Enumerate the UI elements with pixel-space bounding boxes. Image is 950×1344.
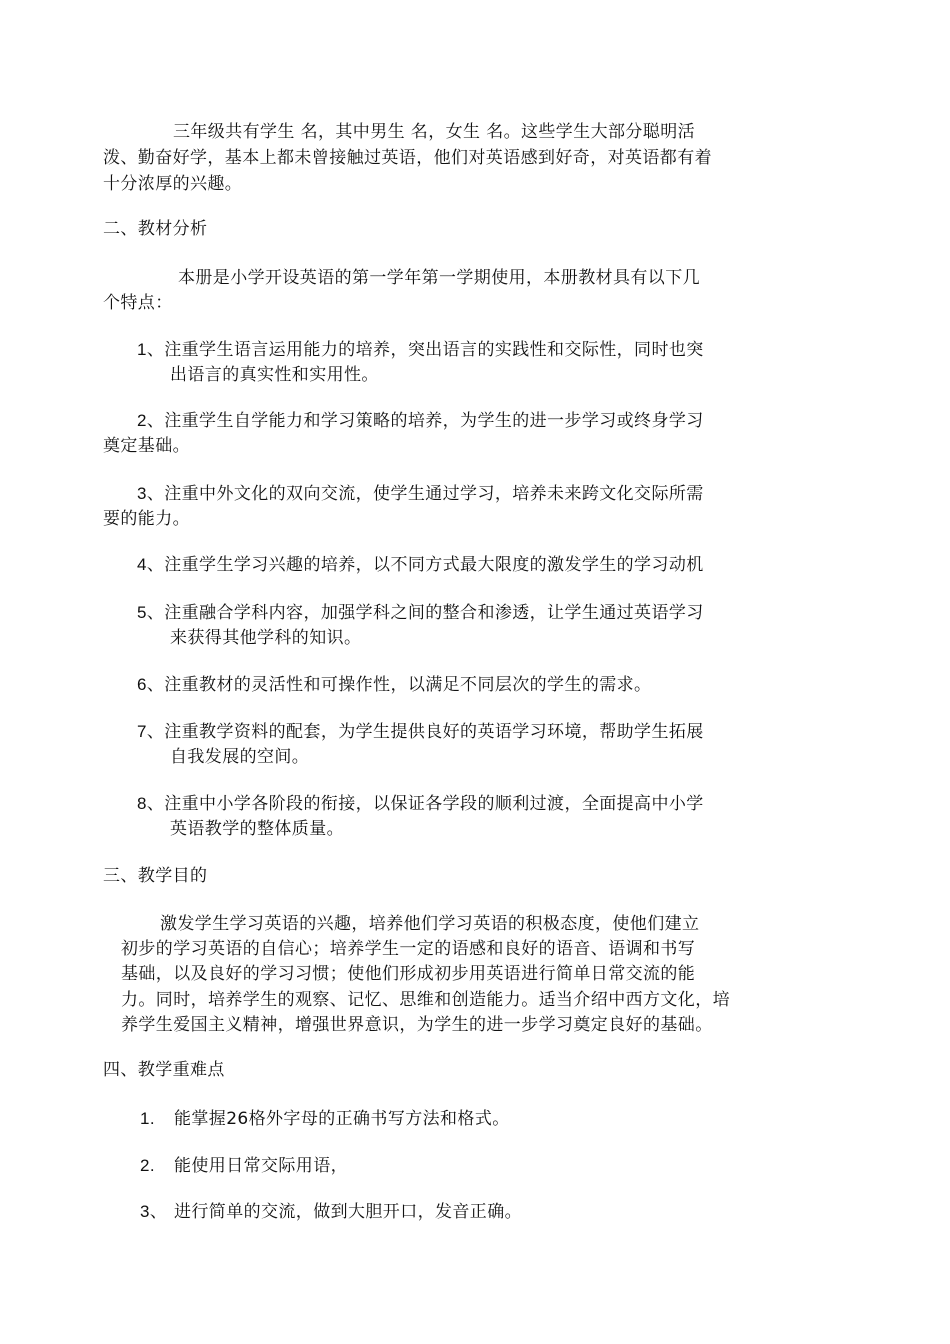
feature-number: 7 — [137, 722, 147, 741]
section-heading-key-points: 四、教学重难点 — [103, 1060, 225, 1080]
feature-item-5-cont: 来获得其他学科的知识。 — [170, 628, 362, 648]
feature-item-3 — [137, 482, 704, 506]
feature-number: 3 — [137, 484, 147, 503]
key-point-item-1 — [140, 1107, 510, 1131]
key-point-text: 进行简单的交流，做到大胆开口，发音正确。 — [174, 1202, 522, 1222]
key-point-number: 2. — [140, 1156, 155, 1175]
feature-text: 、注重学生学习兴趣的培养，以不同方式最大限度的激发学生的学习动机 — [146, 555, 704, 575]
feature-item-6 — [137, 673, 651, 697]
feature-item-8-cont: 英语教学的整体质量。 — [170, 819, 344, 839]
feature-item-1 — [137, 338, 704, 362]
intro-line-2: 泼、勤奋好学，基本上都未曾接触过英语，他们对英语感到好奇，对英语都有着 — [103, 148, 712, 168]
feature-text: 、注重教学资料的配套，为学生提供良好的英语学习环境，帮助学生拓展 — [146, 722, 704, 742]
intro-line-1: 三年级共有学生 名，其中男生 名，女生 名。这些学生大部分聪明活 — [173, 122, 696, 142]
feature-number: 6 — [137, 675, 147, 694]
feature-text: 、注重中小学各阶段的衔接，以保证各学段的顺利过渡，全面提高中小学 — [146, 794, 704, 814]
goals-line-4: 力。同时，培养学生的观察、记忆、思维和创造能力。适当介绍中西方文化，培 — [121, 990, 730, 1010]
key-point-item-3 — [140, 1200, 522, 1224]
feature-item-1-cont: 出语言的真实性和实用性。 — [170, 365, 379, 385]
feature-item-4 — [137, 553, 704, 577]
section-heading-teaching-goals: 三、教学目的 — [103, 866, 208, 886]
key-point-number: 1. — [140, 1109, 155, 1128]
feature-text: 、注重学生自学能力和学习策略的培养，为学生的进一步学习或终身学习 — [146, 411, 704, 431]
textbook-intro-line-1: 本册是小学开设英语的第一学年第一学期使用，本册教材具有以下几 — [178, 268, 700, 288]
key-point-text: 能使用日常交际用语， — [174, 1156, 348, 1176]
feature-number: 5 — [137, 603, 147, 622]
feature-text: 、注重学生语言运用能力的培养，突出语言的实践性和交际性，同时也突 — [146, 340, 704, 360]
intro-line-3: 十分浓厚的兴趣。 — [103, 174, 243, 194]
feature-number: 2 — [137, 411, 147, 430]
feature-item-2-cont: 奠定基础。 — [103, 436, 190, 456]
feature-number: 1 — [137, 340, 147, 359]
key-point-text: 能掌握26格外字母的正确书写方法和格式。 — [174, 1109, 510, 1129]
feature-item-5 — [137, 601, 704, 625]
feature-item-8 — [137, 792, 704, 816]
section-heading-textbook-analysis: 二、教材分析 — [103, 219, 208, 239]
feature-number: 4 — [137, 555, 147, 574]
key-point-item-2 — [140, 1154, 348, 1178]
goals-line-1: 激发学生学习英语的兴趣，培养他们学习英语的积极态度，使他们建立 — [160, 914, 700, 934]
goals-line-2: 初步的学习英语的自信心；培养学生一定的语感和良好的语音、语调和书写 — [121, 939, 696, 959]
feature-number: 8 — [137, 794, 147, 813]
feature-text: 、注重教材的灵活性和可操作性，以满足不同层次的学生的需求。 — [146, 675, 652, 695]
feature-item-7-cont: 自我发展的空间。 — [170, 747, 310, 767]
goals-line-5: 养学生爱国主义精神，增强世界意识，为学生的进一步学习奠定良好的基础。 — [121, 1015, 713, 1035]
feature-item-3-cont: 要的能力。 — [103, 509, 190, 529]
key-point-number: 3、 — [140, 1202, 168, 1221]
goals-line-3: 基础，以及良好的学习习惯；使他们形成初步用英语进行简单日常交流的能 — [121, 964, 696, 984]
feature-item-7 — [137, 720, 704, 744]
feature-text: 、注重中外文化的双向交流，使学生通过学习，培养未来跨文化交际所需 — [146, 484, 704, 504]
textbook-intro-line-2: 个特点： — [103, 293, 173, 313]
feature-item-2 — [137, 409, 704, 433]
feature-text: 、注重融合学科内容，加强学科之间的整合和渗透，让学生通过英语学习 — [146, 603, 704, 623]
